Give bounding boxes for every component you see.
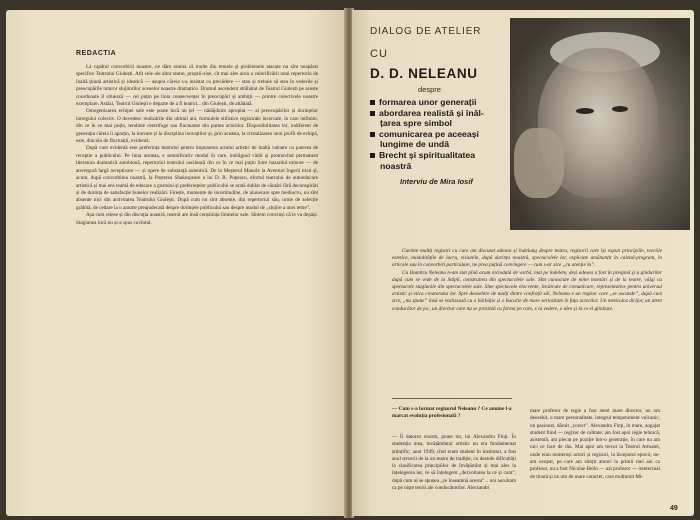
photo-eye <box>576 108 594 114</box>
topic-list <box>370 97 520 171</box>
topic-text: noastră <box>380 160 412 171</box>
intro-paragraph: Cuvinte multți regizori cu care am discutat adesea și îndelung despre teatru, regizorii care își expun principiile, teoriile estetice, modalitățile de lucru, viziunile, după dorința noastră, spectacolele lor, explicate amănunțit în caietul-program, în articole sau în convorbiri particulare, ne prea puțină convingere — cum s-ar zice „cu atenție la”. <box>392 248 662 269</box>
article-header <box>370 26 520 186</box>
section-label: REDACTIA <box>76 50 117 57</box>
topic-item <box>370 150 520 161</box>
answer-text: — Îi datorez enorm, poate tot, lui Alexandru Finți. În studenția mea, învățămîntul artistic nu era fundamentat științific; anul 1949, cînd eram student în institutul, a fost anul trecerii de la un teatru de tradiție, cu destule dificultăți la clasificarea principiilor de învățămînt și mai ales la înțelegerea lor, ce să înțelegem „dezvoltarea la ce și cum”, după cum ni se spunea „ce înseamnă acesta”... noi ascultam ca pe niște teorii ale conducătorilor. Alecsandri <box>392 434 516 492</box>
topic-item <box>370 118 520 129</box>
bullet-icon <box>370 132 375 137</box>
topic-text: formarea unor generații <box>379 97 477 107</box>
page-number: 49 <box>670 505 678 512</box>
answer-column-1 <box>392 434 516 492</box>
question-text: — Cum s-a format regizorul Neleanu ? Ce anume l-a marcat evoluția profesională ? <box>392 406 512 420</box>
left-page <box>6 10 346 516</box>
interviewee-name: D. D. NELEANU <box>370 66 478 81</box>
photo-hand <box>514 128 564 198</box>
paragraph: După cum evidentă este preferința teatrului pentru impunerea actului artistic de înaltă valoare cu puterea de receptie a publicului. Pe linia aceasta, e semnificativ modul în care, îndrăgind vădit și promovînd permanent literatura dramatică autohtonă, repertoriul teatrului oscilează din ce în ce mai puțin între hazardul minore — de anvergură largă receptivare — și opere de substanță autentică. De la Meșterul Manole la Aventuri îngerii tristi și, acum, după convorbirea noastră, la Poșterea Shakespeare a lui D. R. Popescu, efortul teatrului de autoeducare artistică și mai ens teamă de educare a gustului și preferințelor publicului se arată dublat de căutări fără deconspirări și de dorința de satisfacție bunelor realizări. Firește, momente de incertitudine, de alunecare spre mediocru, nu sînt absente nici din activitatea Teatrului Giulești. După cum nu sînt absente, din repertoriul său, urme de selecție grăbită, de cedare la o anume preajudecată despre dorințele publicului sau despre modul de „slujire a unei teme”. <box>76 145 318 211</box>
left-page-body <box>76 64 318 227</box>
bullet-icon <box>370 111 375 116</box>
bullet-icon <box>370 100 375 105</box>
portrait-photo <box>510 18 690 230</box>
topic-text: Brecht și spiritualitatea <box>379 149 476 160</box>
right-page <box>352 10 694 516</box>
intro-paragraph: Cu Dumitru Neleanu n-am stat pînă acum niciodată de vorbă, mai pe îndelete, deși adesea a fost în preajmă și a gîndurilor după cum se vede de la Stăpîi, construirea din spectacolele sale. Sînt cunoscute de mine montări și de la teatre, vălgi cu spectacole stagiunile din spectacolele sale. Sine spectacole elocvente, încărcate de comunicare, reprezentative pentru universul artistic și etica creatorului lor. Spre deosebire de mulți dintre confrații săi, Neleanu e un regizor care „se ascunde”, după cum zice, „nu spune” însă se realizează cu o bărbăție și o bucurie de mare seriozitate în fața actorilor. Un meticulos dirijor, un atent conducător de joc, un director care nu se prezintă cu forma pe care, e la vedere, o idee și la ce el gîndește. <box>392 269 662 312</box>
with-label: CU <box>370 48 388 60</box>
answer-text: mare profesor de regie a fost atent mare director, un om deosebit, o mare personalitate, integrul temperament vulcanic, un pasionat, dăruit „corect”. Alexandru Finți, în mare, angajat student fiind — regizor de calitate; am fost apoi regie tehnică, asistentă, am plecat pe poziție într-o generație, în care nu am nici ce face de rău. Mai apoi am trecut la Teatrul Armatei, unde erau numeroși actori și regizori, la începutul epocii; ne-am ocupat, pe care am simțit atunci la primii mei ani ca profesor, nu a fost Nicolae Belin — azi profesor — intelectual de tinută și un om de mare caracter, care mulțumit Mi- <box>530 408 660 480</box>
topic-text: abordarea realistă și înăl- <box>379 107 484 118</box>
paragraph: Așa cum reiese și din discuția noastră, teatrul are însă conștiința limitelor sale. Sîntem convinși că le va depăși. Stagiunea încă nu și-a spus cuvîntul. <box>76 212 318 226</box>
dialog-title: DIALOG DE ATELIER <box>370 26 482 37</box>
topic-item <box>370 108 520 119</box>
interview-question <box>392 406 516 420</box>
topic-item <box>370 161 520 172</box>
topic-item <box>370 139 520 150</box>
topic-text: lungime de undă <box>380 139 450 150</box>
answer-column-2 <box>530 408 660 481</box>
interview-credit: Interviu de Mira Iosif <box>400 177 473 187</box>
topic-item <box>370 97 520 108</box>
photo-eye <box>612 106 628 112</box>
paragraph: Omogenizarea echipei sale este poate încă un țel — nădăjduim apropiat — al preocupărilor și dorințelor întregului colectiv. O dovedesc realizările din ultimii ani, formulele stilistice regizorale încercate, în care intîlnim, din ce în ce mai puțin, tendinte centrifuge sau fluctuante din partea actorilor. Disponibilitatea lor, indiferent de generația căreia îi aparțin, la inovare și la disciplina inovațiilor și, prin aceasta, la cristalizarea unui profil de echipă, este, dincolo de fluctuații, evidentă. <box>76 108 318 145</box>
bullet-icon <box>370 153 375 158</box>
intro-text <box>392 248 662 313</box>
topic-text: comunicarea pe aceeași <box>379 128 479 139</box>
paragraph: La capătul convorbirii noastre, ne dăm seama că multe din temele și problemele atacate nu sînt neapărat specifice Teatrului Giulești. Atît cele ale altor teatre, proprii-zise, cît mai ales acea a valorificării unui repertoriu de înaltă ținută artistică și ideatică — asupra căreia s-a insistat cu precădere — stau și trebuie să stea în vederile și preocupările tuturor slujitorilor scenelor noastre dramatice. Drumul ascendent străbătut de Teatrul Giulești pe aceste coordonate îl situează — cel puțin pe linia consecvenței în preocupări și ambiții — printre colectivele noastre exemplare. Astăzi, Teatrul Giulești e departe de a fi teatrul... din Giulești, de altădată. <box>76 64 318 108</box>
about-label: despre <box>418 85 441 94</box>
divider <box>392 398 512 399</box>
topic-text: țarea spre simbol <box>380 118 452 129</box>
topic-item <box>370 129 520 140</box>
